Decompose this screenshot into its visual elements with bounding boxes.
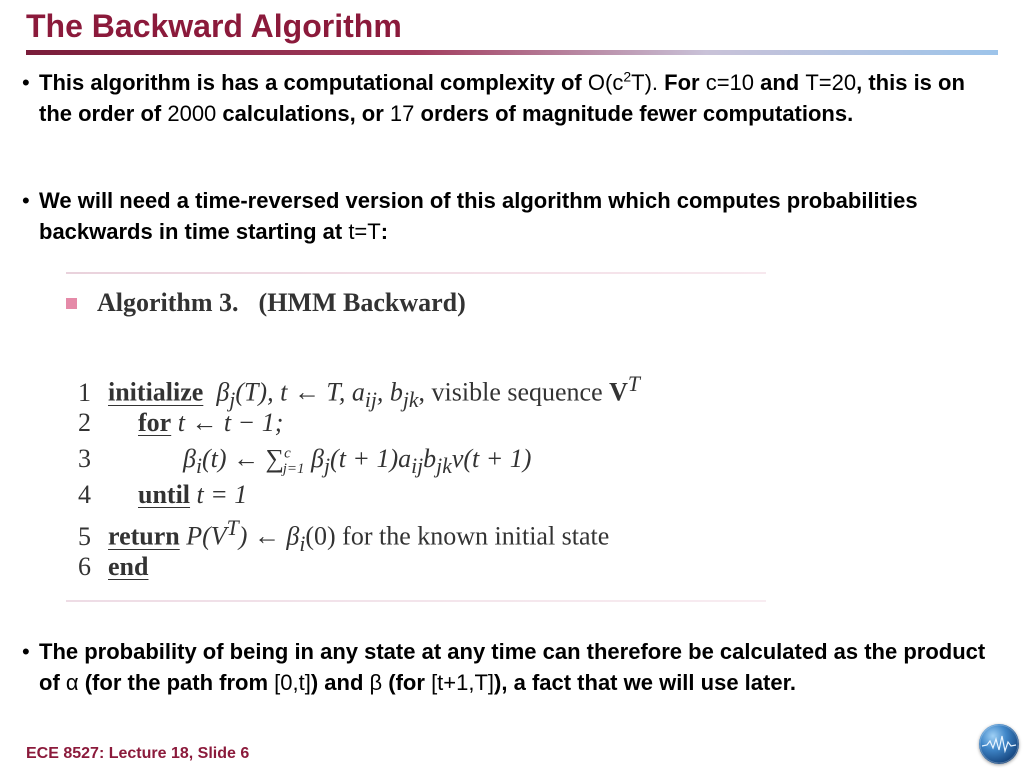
algorithm-figure xyxy=(66,272,766,602)
algorithm-marker xyxy=(66,298,77,309)
bullet-text: We will need a time-reversed version of this algorithm which computes probabilities backwards in time starting at t=T: xyxy=(39,188,918,244)
algorithm-line-5: 5 return $P(V^T)$ ← $\beta_i(0)$ for the known initial state xyxy=(78,516,610,556)
algorithm-line-6: 6 end xyxy=(78,552,149,581)
algorithm-bottom-rule xyxy=(66,600,766,602)
bullet-text: The probability of being in any state at any time can therefore be calculated as the product of α (for the path from [0,t]) and β (for [t+1,T]), a fact that we will use later. xyxy=(39,639,986,695)
bullet-probability-product xyxy=(22,636,997,698)
globe-logo-icon xyxy=(979,724,1019,764)
algorithm-line-3: 3 $\beta_i(t)$ ← ∑$^c_{j=1}$ $\beta_j(t + 1)a_{ij}b_{jk}v(t + 1)$ xyxy=(78,444,532,479)
slide-footer: ECE 8527: Lecture 18, Slide 6 xyxy=(26,745,250,762)
algorithm-heading: Algorithm 3. (HMM Backward) xyxy=(66,288,466,318)
bullet-text: This algorithm is has a computational complexity of $O(c^2T)$. For c=10 and T=20, this is on the order of 2000 calculations, or 17 orders of magnitude fewer computations. xyxy=(39,68,965,126)
bullet-dot: • xyxy=(22,639,30,664)
bullet-dot: • xyxy=(22,188,30,213)
slide-title: The Backward Algorithm xyxy=(26,8,402,44)
algorithm-line-2: 2 for t ← t − 1; xyxy=(78,408,284,437)
algorithm-top-rule xyxy=(66,272,766,274)
title-underline xyxy=(26,50,998,55)
algorithm-line-4: 4 until t = 1 xyxy=(78,480,248,509)
bullet-dot: • xyxy=(22,70,30,95)
bullet-complexity xyxy=(22,67,997,129)
bullet-time-reversed xyxy=(22,185,997,247)
algorithm-line-1: 1 initialize $\beta_j(T)$, t ← T, $a_{ij}$, $b_{jk}$, visible sequence $V^T$ xyxy=(78,372,640,412)
